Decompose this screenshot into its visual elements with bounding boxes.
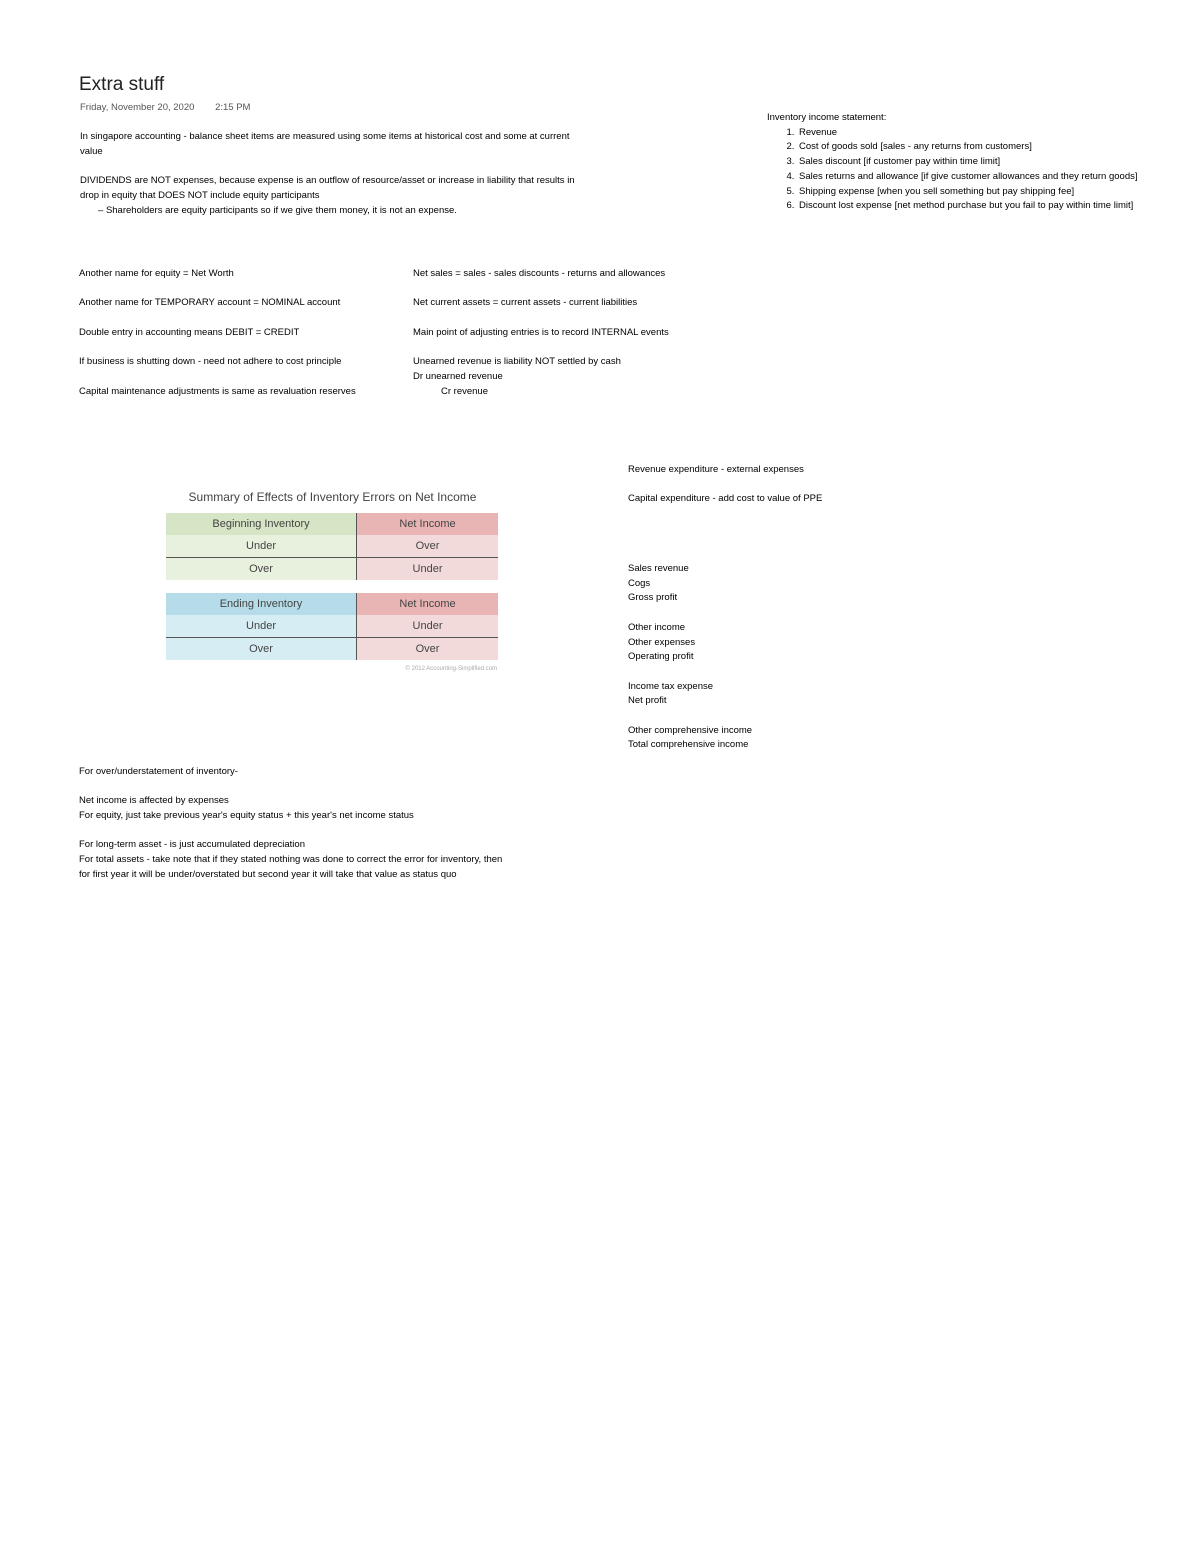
table-cell: Over	[166, 638, 357, 661]
inventory-item: 6. Discount lost expense [net method purchase but you fail to pay within time limit]	[797, 199, 1138, 214]
fact-temporary-account: Another name for TEMPORARY account = NOMINAL account	[79, 297, 341, 309]
over-under-line: For total assets - take note that if they stated nothing was done to correct the error for inventory, then	[79, 854, 503, 866]
income-line: Other expenses	[628, 636, 696, 648]
over-under-line: for first year it will be under/overstated but second year it will take that value as status quo	[79, 868, 457, 880]
income-line: Sales revenue	[628, 563, 689, 574]
page-timestamp	[80, 102, 268, 113]
table-cell: Under	[166, 535, 357, 558]
net-income-header: Net Income	[357, 513, 499, 535]
beginning-header: Beginning Inventory	[166, 513, 357, 535]
page-title: Extra stuff	[79, 74, 165, 95]
table-cell: Under	[357, 615, 499, 638]
fact-unearned-revenue: Unearned revenue is liability NOT settled by cash	[413, 356, 621, 368]
income-line: Total comprehensive income	[628, 739, 749, 751]
inventory-income-statement	[767, 111, 1138, 214]
inventory-table-title: Summary of Effects of Inventory Errors on Net Income	[188, 490, 477, 504]
dividends-line-2: drop in equity that DOES NOT include equity participants	[80, 189, 320, 201]
table-copyright: © 2012 Accounting-Simplified.com	[405, 666, 497, 672]
income-line: Other comprehensive income	[628, 724, 753, 736]
inventory-errors-table	[160, 484, 505, 679]
table-cell: Over	[357, 638, 499, 661]
singapore-line-1: In singapore accounting - balance sheet items are measured using some items at historical cost and some at current	[80, 131, 570, 142]
income-line: Gross profit	[628, 592, 678, 604]
page-date: Friday, November 20, 2020	[80, 102, 195, 113]
over-under-notes	[79, 765, 502, 883]
income-statement-lines	[628, 562, 752, 753]
expenditure-notes	[628, 463, 822, 507]
page-time: 2:15 PM	[215, 102, 251, 113]
fact-adjusting-entries: Main point of adjusting entries is to record INTERNAL events	[413, 326, 669, 338]
income-line: Operating profit	[628, 651, 694, 663]
facts-right-column	[413, 267, 669, 399]
income-line: Net profit	[628, 695, 667, 707]
fact-net-sales: Net sales = sales - sales discounts - returns and allowances	[413, 268, 666, 279]
over-under-heading: For over/understatement of inventory-	[79, 766, 238, 777]
income-line: Cogs	[628, 577, 651, 589]
capital-expenditure: Capital expenditure - add cost to value of PPE	[628, 493, 823, 505]
inventory-item: 2. Cost of goods sold [sales - any returns from customers]	[797, 140, 1138, 155]
inventory-statement-heading: Inventory income statement:	[767, 112, 887, 123]
dividends-bullet: – Shareholders are equity participants so if we give them money, it is not an expense.	[110, 204, 575, 219]
ending-header: Ending Inventory	[166, 593, 357, 615]
ending-inventory-table	[166, 593, 498, 660]
dividends-line-1: DIVIDENDS are NOT expenses, because expense is an outflow of resource/asset or increase in liability that results in	[80, 175, 575, 187]
beginning-inventory-table	[166, 513, 498, 580]
table-cell: Over	[166, 558, 357, 581]
intro-notes	[80, 130, 575, 218]
singapore-line-2: value	[80, 145, 103, 157]
inventory-item: 1. Revenue	[797, 126, 1138, 141]
inventory-item: 5. Shipping expense [when you sell something but pay shipping fee]	[797, 185, 1138, 200]
table-cell: Under	[166, 615, 357, 638]
fact-capital-maintenance: Capital maintenance adjustments is same as revaluation reserves	[79, 385, 356, 397]
over-under-line: For equity, just take previous year's equity status + this year's net income status	[79, 810, 414, 822]
table-cell: Over	[357, 535, 499, 558]
table-cell: Under	[357, 558, 499, 581]
income-line: Income tax expense	[628, 680, 714, 692]
revenue-expenditure: Revenue expenditure - external expenses	[628, 464, 804, 475]
fact-net-current-assets: Net current assets = current assets - current liabilities	[413, 297, 638, 309]
fact-double-entry: Double entry in accounting means DEBIT = CREDIT	[79, 326, 300, 338]
facts-left-column	[79, 267, 356, 399]
inventory-item: 3. Sales discount [if customer pay within time limit]	[797, 155, 1138, 170]
fact-equity: Another name for equity = Net Worth	[79, 268, 234, 279]
over-under-line: Net income is affected by expenses	[79, 795, 229, 807]
unearned-dr: Dr unearned revenue	[413, 370, 503, 382]
income-line: Other income	[628, 621, 686, 633]
inventory-item: 4. Sales returns and allowance [if give customer allowances and they return goods]	[797, 170, 1138, 185]
unearned-cr: Cr revenue	[441, 385, 488, 397]
fact-shutting-down: If business is shutting down - need not adhere to cost principle	[79, 356, 342, 368]
net-income-header: Net Income	[357, 593, 499, 615]
over-under-line: For long-term asset - is just accumulated depreciation	[79, 839, 305, 851]
